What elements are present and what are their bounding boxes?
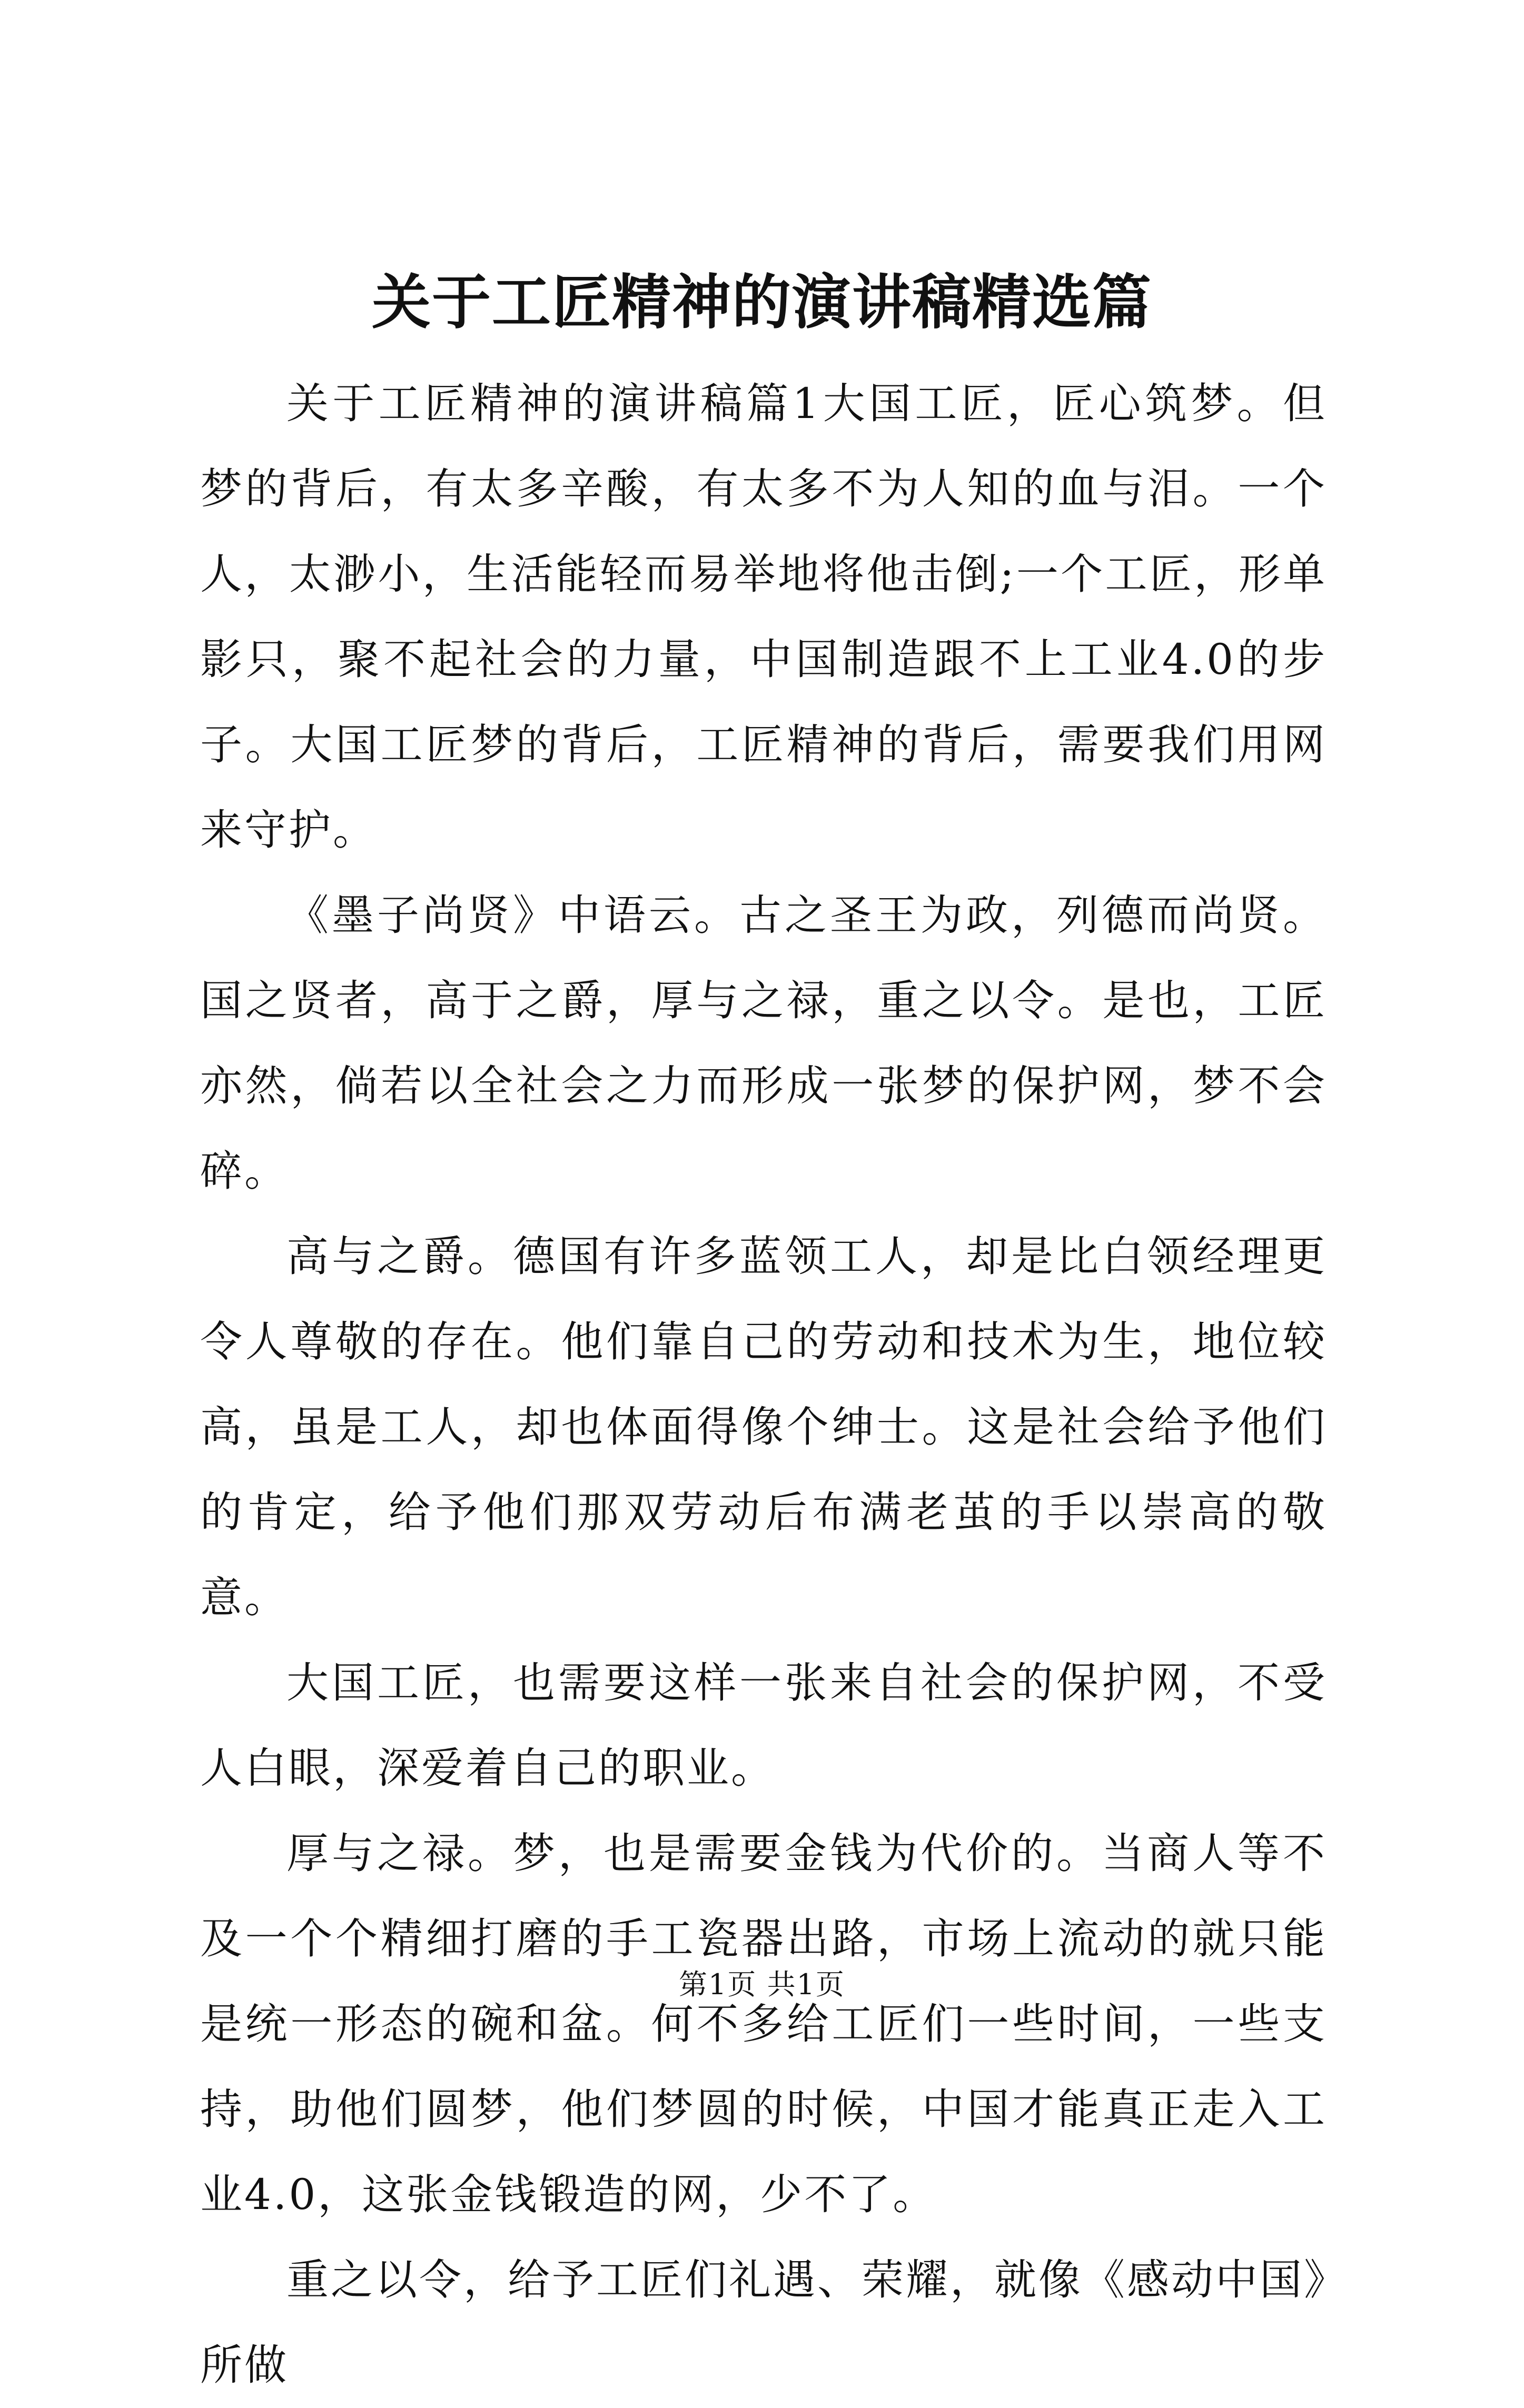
document-body xyxy=(200,361,1327,2408)
paragraph-3: 高与之爵。德国有许多蓝领工人，却是比白领经理更令人尊敬的存在。他们靠自己的劳动和技术为生，地位较高，虽是工人，却也体面得像个绅士。这是社会给予他们的肯定，给予他们那双劳动后布满老茧的手以崇高的敬意。 xyxy=(200,1232,1327,1622)
paragraph-4: 大国工匠，也需要这样一张来自社会的保护网，不受人白眼，深爱着自己的职业。 xyxy=(200,1658,1327,1793)
paragraph-1: 关于工匠精神的演讲稿篇1大国工匠，匠心筑梦。但梦的背后，有太多辛酸，有太多不为人知的血与泪。一个人，太渺小，生活能轻而易举地将他击倒;一个工匠，形单影只，聚不起社会的力量，中国制造跟不上工业4.0的步子。大国工匠梦的背后，工匠精神的背后，需要我们用网来守护。 xyxy=(200,379,1327,854)
paragraph-5: 厚与之禄。梦，也是需要金钱为代价的。当商人等不及一个个精细打磨的手工瓷器出路，市场上流动的就只能是统一形态的碗和盆。何不多给工匠们一些时间，一些支持，助他们圆梦，他们梦圆的时候，中国才能真正走入工业4.0，这张金钱锻造的网，少不了。 xyxy=(200,1829,1327,2219)
page-number-footer: 第1页 共1页 xyxy=(679,1968,845,2001)
paragraph-6: 重之以令，给予工匠们礼遇、荣耀，就像《感动中国》所做 xyxy=(200,2255,1327,2390)
paragraph-2: 《墨子尚贤》中语云。古之圣王为政，列德而尚贤。国之贤者，高于之爵，厚与之禄，重之以令。是也，工匠亦然，倘若以全社会之力而形成一张梦的保护网，梦不会碎。 xyxy=(200,891,1327,1196)
document-title: 关于工匠精神的演讲稿精选篇 xyxy=(372,268,1152,337)
